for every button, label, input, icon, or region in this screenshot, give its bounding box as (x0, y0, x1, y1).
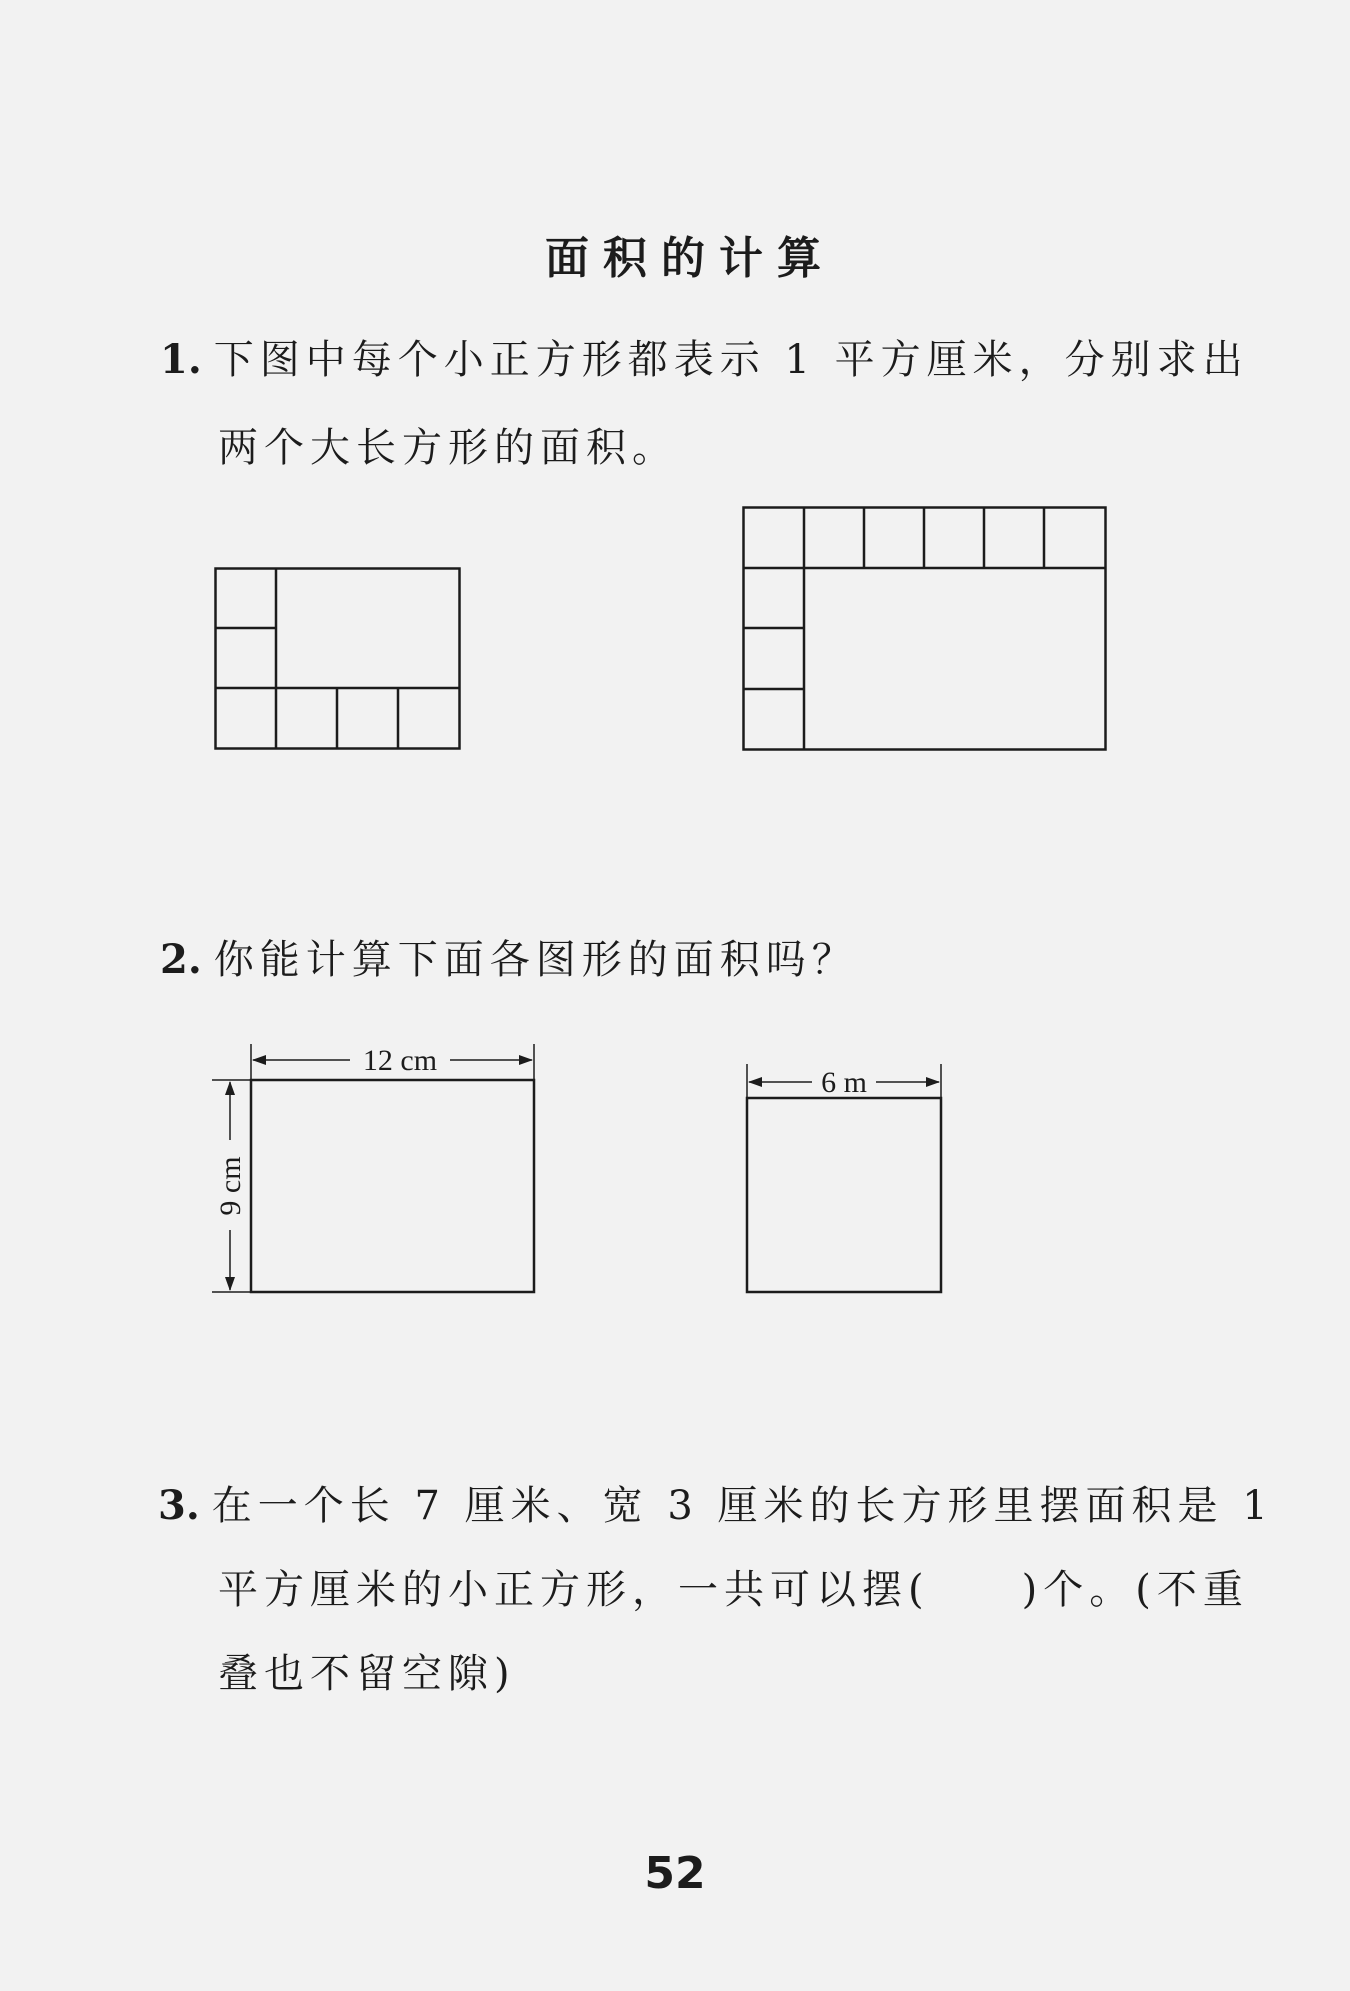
square-shape (747, 1098, 941, 1292)
square-6m (744, 1060, 944, 1300)
page-title: 面积的计算 (545, 233, 835, 284)
page-number: 52 (644, 1848, 706, 1899)
height-label: 9 cm (214, 1156, 247, 1216)
grid-rectangle-a (214, 567, 462, 751)
question-2-text-1: 你能计算下面各图形的面积吗？ (213, 937, 858, 983)
question-3-number: 3. (158, 1482, 200, 1529)
rectangle-shape (251, 1080, 534, 1292)
question-3-line-3: 叠也不留空隙) (218, 1651, 516, 1697)
question-3-line-1 (158, 1482, 1274, 1529)
question-3-text-1: 在一个长 7 厘米、宽 3 厘米的长方形里摆面积是 1 (211, 1483, 1274, 1529)
grid-rectangle-b (742, 506, 1108, 752)
question-2-line-1 (160, 936, 858, 983)
side-label: 6 m (821, 1066, 867, 1099)
rectangle-12-by-9 (210, 1040, 540, 1300)
question-3-line-2: 平方厘米的小正方形，一共可以摆( )个。(不重 (218, 1567, 1249, 1613)
question-1-number: 1. (160, 336, 202, 383)
question-1-line-2: 两个大长方形的面积。 (218, 425, 678, 471)
question-2-number: 2. (160, 936, 202, 983)
question-1-line-1 (160, 336, 1249, 383)
width-label: 12 cm (362, 1044, 438, 1077)
question-1-text-1: 下图中每个小正方形都表示 1 平方厘米，分别求出 (213, 337, 1249, 383)
